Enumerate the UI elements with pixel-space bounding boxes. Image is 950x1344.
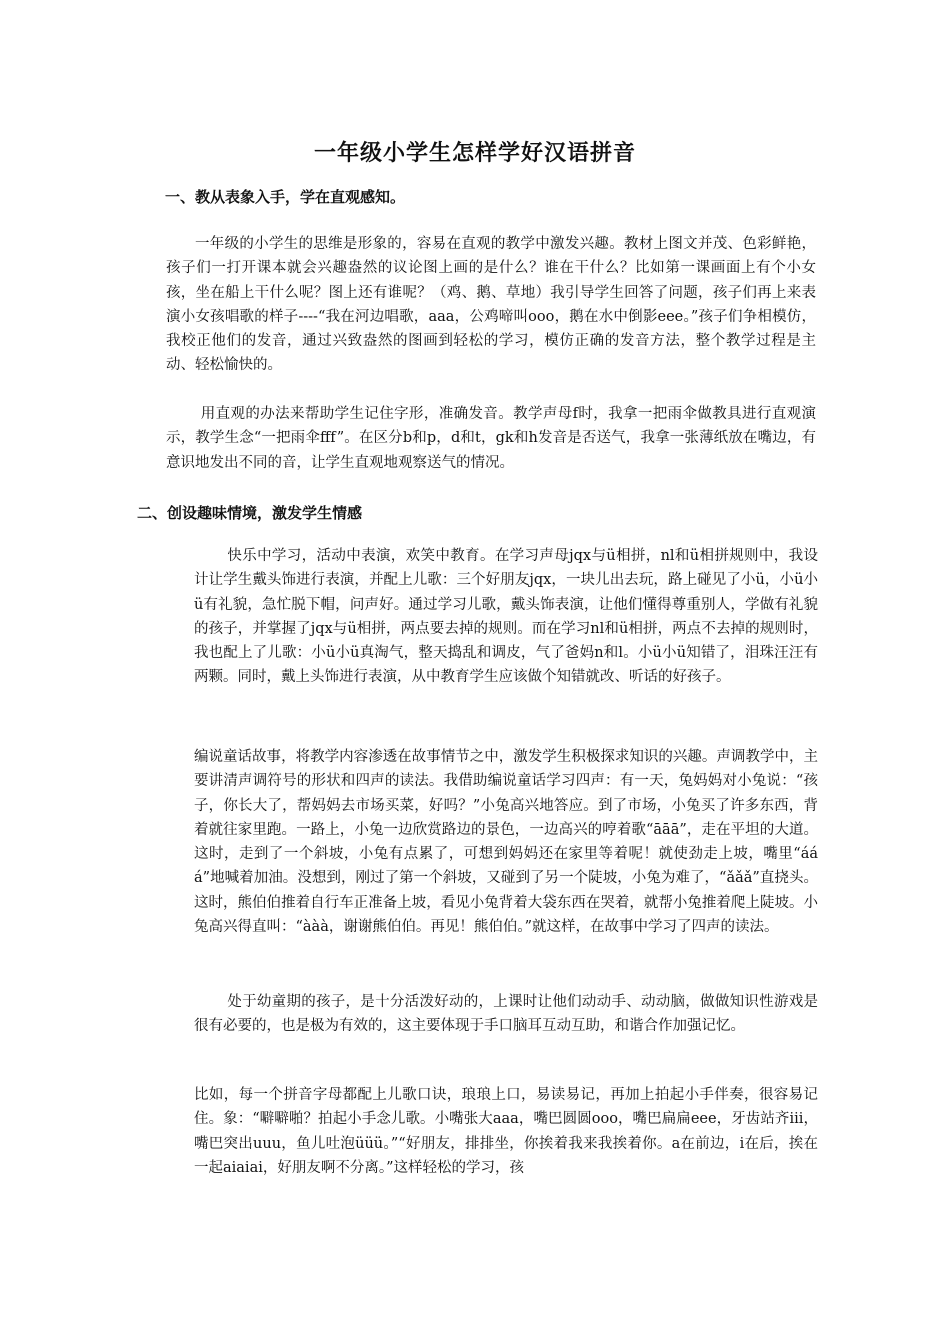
paragraph: 快乐中学习，活动中表演，欢笑中教育。在学习声母jqx与ü相拼，nl和ü相拼规则中，我设计让学生戴头饰进行表演，并配上儿歌：三个好朋友jqx，一块儿出去玩，路上碰见了小ü，小ü小ü有礼貌，急忙脱下帽，问声好。通过学习儿歌，戴头饰表演，让他们懂得尊重别人，学做有礼貌的孩子，并掌握了jqx与ü相拼，两点要去掉的规则。而在学习nl和ü相拼，两点不去掉的规则时，我也配上了儿歌：小ü小ü真淘气，整天捣乱和调皮，气了爸妈n和l。小ü小ü知错了，泪珠汪汪有两颗。同时，戴上头饰进行表演，从中教育学生应该做个知错就改、听话的好孩子。 [194,548,818,686]
section-heading-2: 二、创设趣味情境，激发学生情感 [137,504,363,522]
section-heading-1: 一、教从表象入手，学在直观感知。 [165,188,406,206]
paragraph: 用直观的办法来帮助学生记住字形，准确发音。教学声母f时，我拿一把雨伞做教具进行直观演示，教学生念“一把雨伞fff”。在区分b和p，d和t，gk和h发音是否送气，我拿一张薄纸放在嘴边，有意识地发出不同的音，让学生直观地观察送气的情况。 [166,406,816,471]
paragraph: 编说童话故事，将教学内容渗透在故事情节之中，激发学生积极探求知识的兴趣。声调教学中，主要讲清声调符号的形状和四声的读法。我借助编说童话学习四声：有一天，兔妈妈对小兔说：“孩子，你长大了，帮妈妈去市场买菜，好吗？”小兔高兴地答应。到了市场，小兔买了许多东西，背着就往家里跑。一路上，小兔一边欣赏路边的景色，一边高兴的哼着歌“āāā”，走在平坦的大道。这时，走到了一个斜坡，小兔有点累了，可想到妈妈还在家里等着呢！就使劲走上坡，嘴里“ááá”地喊着加油。没想到，刚过了第一个斜坡，又碰到了另一个陡坡，小兔为难了，“ǎǎǎ”直挠头。这时，熊伯伯推着自行车正准备上坡，看见小兔背着大袋东西在哭着，就帮小兔推着爬上陡坡。小兔高兴得直叫：“ààà，谢谢熊伯伯。再见！熊伯伯。”就这样，在故事中学习了四声的读法。 [194,749,818,936]
paragraph: 比如，每一个拼音字母都配上儿歌口诀，琅琅上口，易读易记，再加上拍起小手伴奏，很容易记住。象：“噼噼啪？拍起小手念儿歌。小嘴张大aaa，嘴巴圆圆ooo，嘴巴扁扁eee，牙齿站齐iii，嘴巴突出uuu，鱼儿吐泡üüü。”“好朋友，排排坐，你挨着我来我挨着你。a在前边，i在后，挨在一起aiaiai，好朋友啊不分离。”这样轻松的学习，孩 [194,1087,818,1176]
document-title: 一年级小学生怎样学好汉语拼音 [313,140,636,166]
paragraph: 一年级的小学生的思维是形象的，容易在直观的教学中激发兴趣。教材上图文并茂、色彩鲜艳，孩子们一打开课本就会兴趣盎然的议论图上画的是什么？谁在干什么？比如第一课画面上有个小女孩，坐在船上干什么呢？图上还有谁呢？（鸡、鹅、草地）我引导学生回答了问题，孩子们再上来表演小女孩唱歌的样子----“我在河边唱歌，aaa，公鸡啼叫ooo，鹅在水中倒影eee。”孩子们争相模仿，我校正他们的发音，通过兴致盎然的图画到轻松的学习，模仿正确的发音方法，整个教学过程是主动、轻松愉快的。 [166,236,816,374]
paragraph: 处于幼童期的孩子，是十分活泼好动的，上课时让他们动动手、动动脑，做做知识性游戏是很有必要的，也是极为有效的，这主要体现于手口脑耳互动互助，和谐合作加强记忆。 [194,994,818,1035]
